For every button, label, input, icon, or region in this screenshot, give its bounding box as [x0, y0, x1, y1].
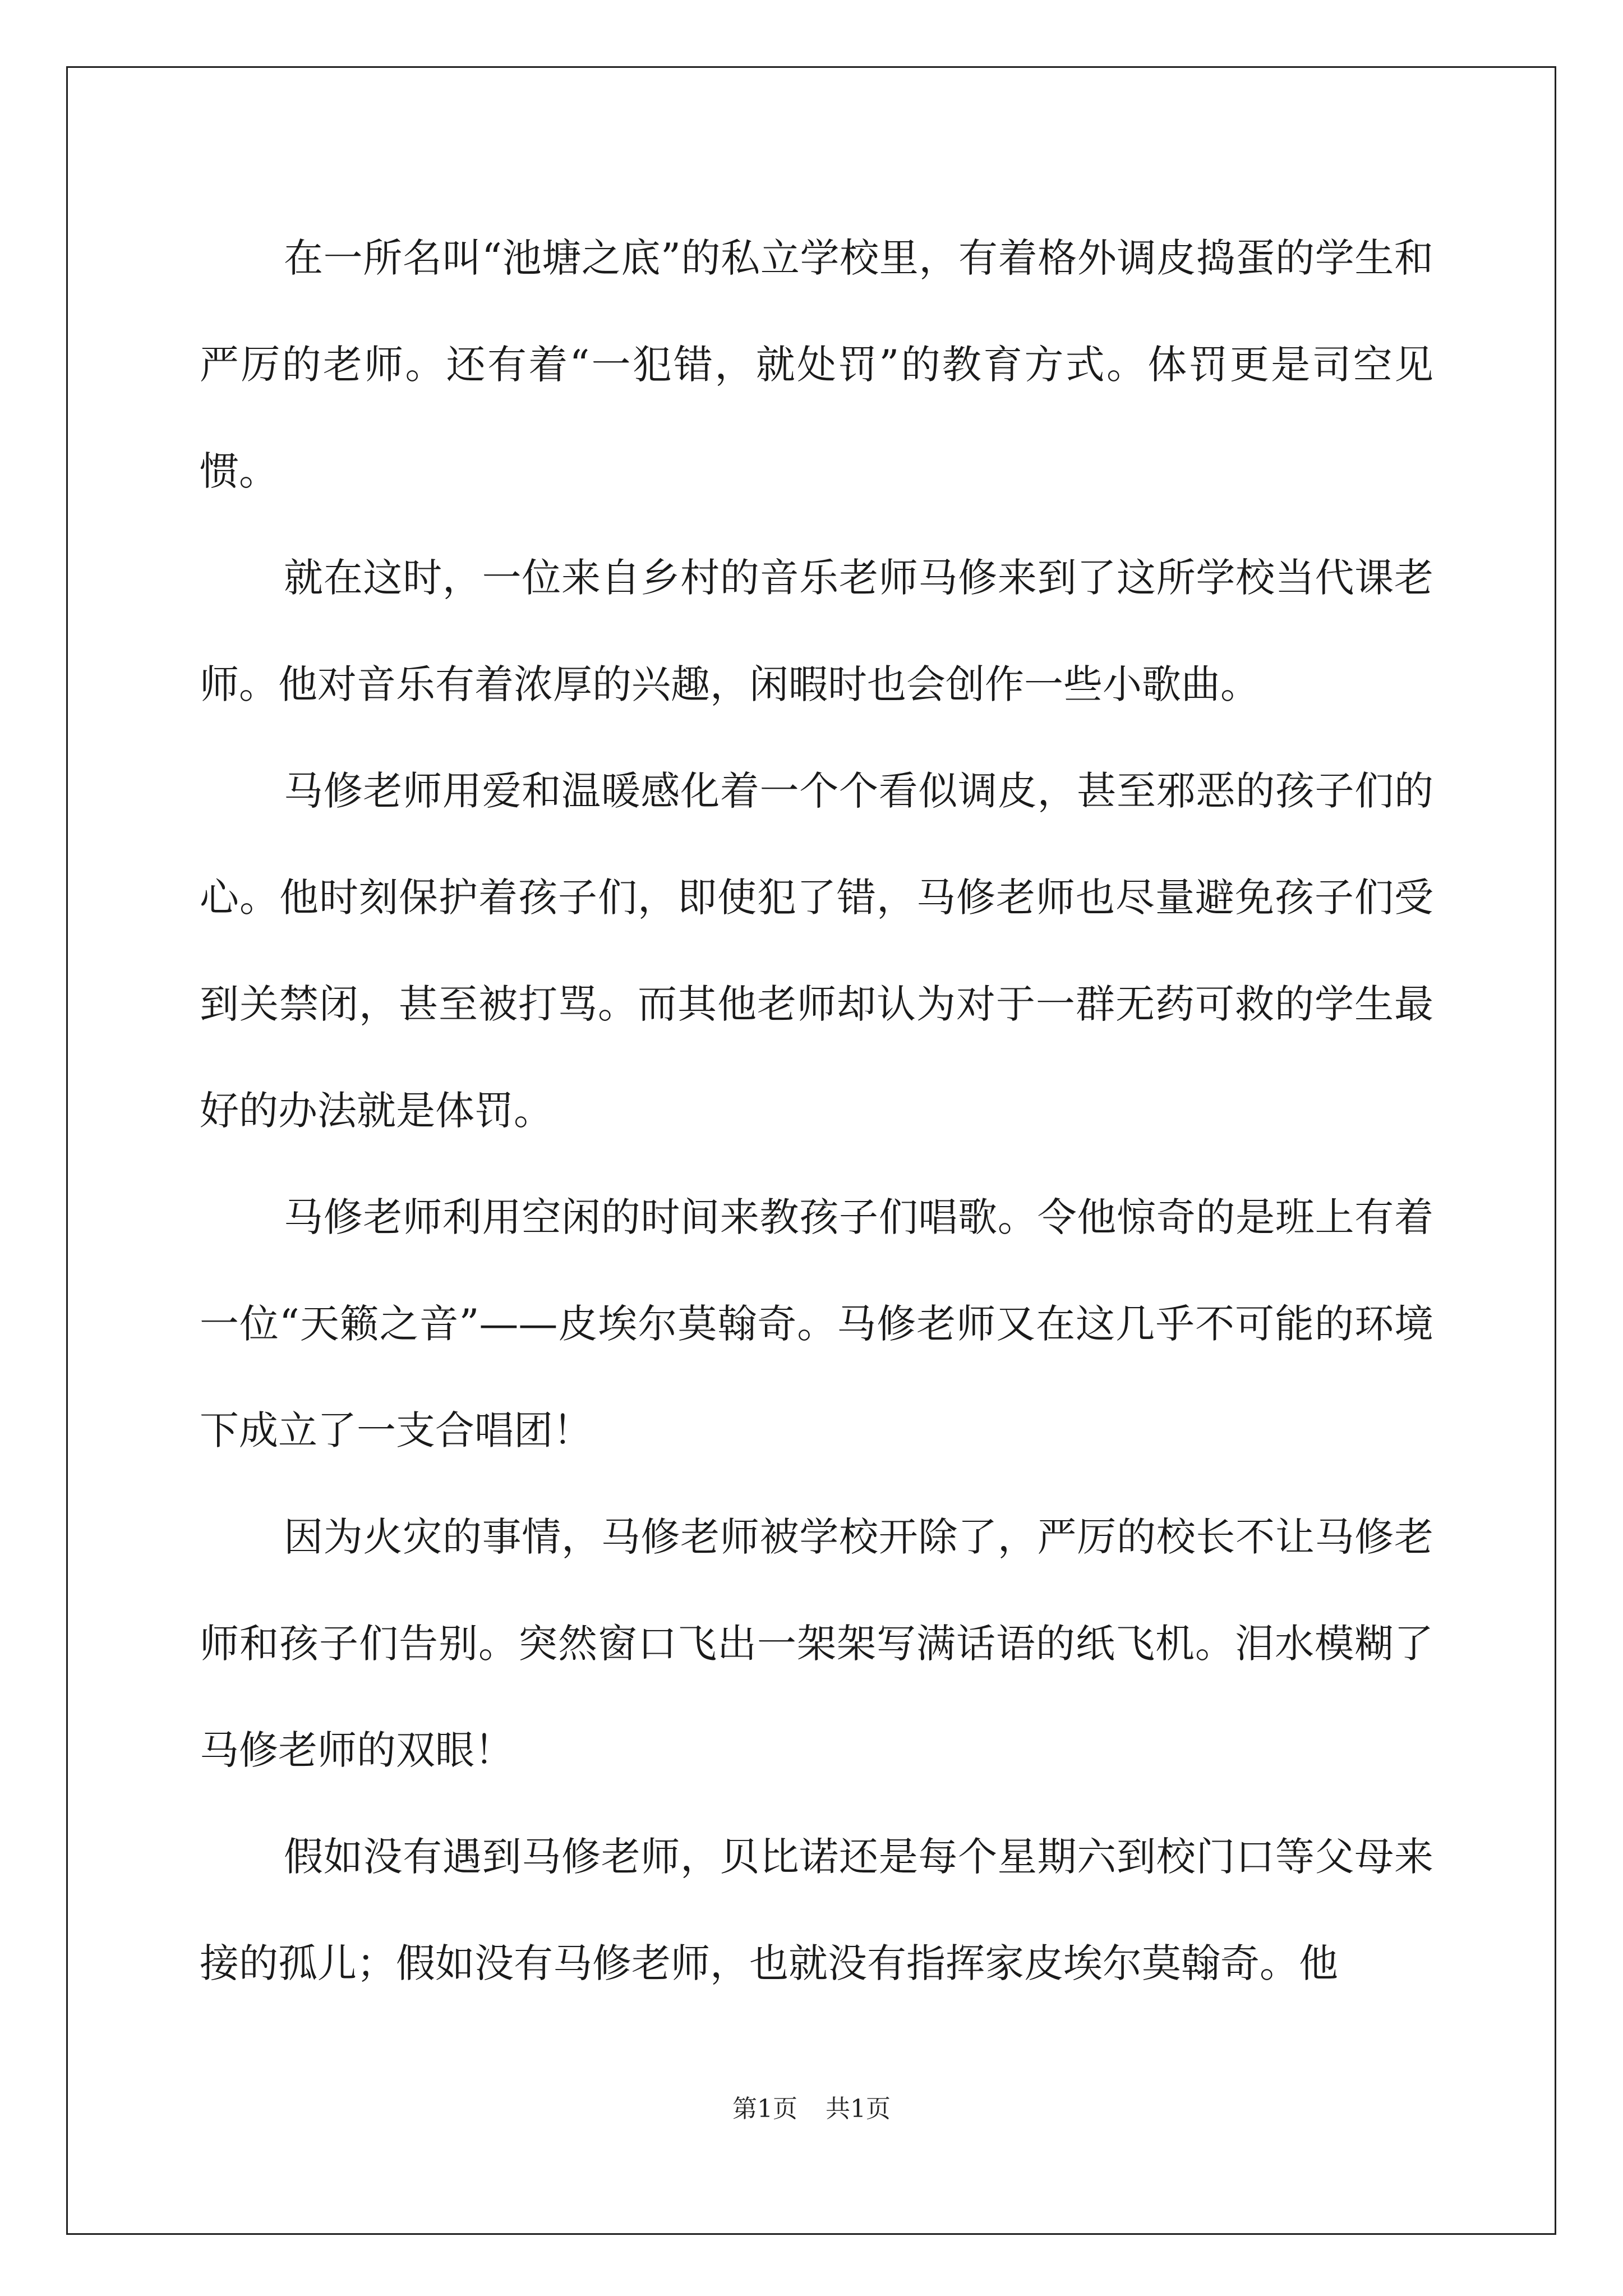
- page-footer: [0, 2092, 1623, 2126]
- page-number-current: 第1页: [732, 2095, 797, 2123]
- paragraph-4: 马修老师利用空闲的时间来教孩子们唱歌。令他惊奇的是班上有着一位“天籁之音”——皮埃尔莫翰奇。马修老师又在这几乎不可能的环境下成立了一支合唱团！: [200, 1194, 1433, 1453]
- paragraph-2: 就在这时，一位来自乡村的音乐老师马修来到了这所学校当代课老师。他对音乐有着浓厚的兴趣，闲暇时也会创作一些小歌曲。: [200, 555, 1433, 707]
- paragraph-5: 因为火灾的事情，马修老师被学校开除了，严厉的校长不让马修老师和孩子们告别。突然窗口飞出一架架写满话语的纸飞机。泪水模糊了马修老师的双眼！: [200, 1514, 1433, 1773]
- paragraph-6: 假如没有遇到马修老师，贝比诺还是每个星期六到校门口等父母来接的孤儿；假如没有马修老师，也就没有指挥家皮埃尔莫翰奇。他: [200, 1834, 1433, 1986]
- document-body: [200, 205, 1433, 2017]
- page-number-total: 共1页: [826, 2095, 891, 2123]
- paragraph-1: 在一所名叫“池塘之底”的私立学校里，有着格外调皮捣蛋的学生和严厉的老师。还有着“一犯错，就处罚”的教育方式。体罚更是司空见惯。: [200, 235, 1433, 494]
- paragraph-3: 马修老师用爱和温暖感化着一个个看似调皮，甚至邪恶的孩子们的心。他时刻保护着孩子们，即使犯了错，马修老师也尽量避免孩子们受到关禁闭，甚至被打骂。而其他老师却认为对于一群无药可救的学生最好的办法就是体罚。: [200, 768, 1433, 1134]
